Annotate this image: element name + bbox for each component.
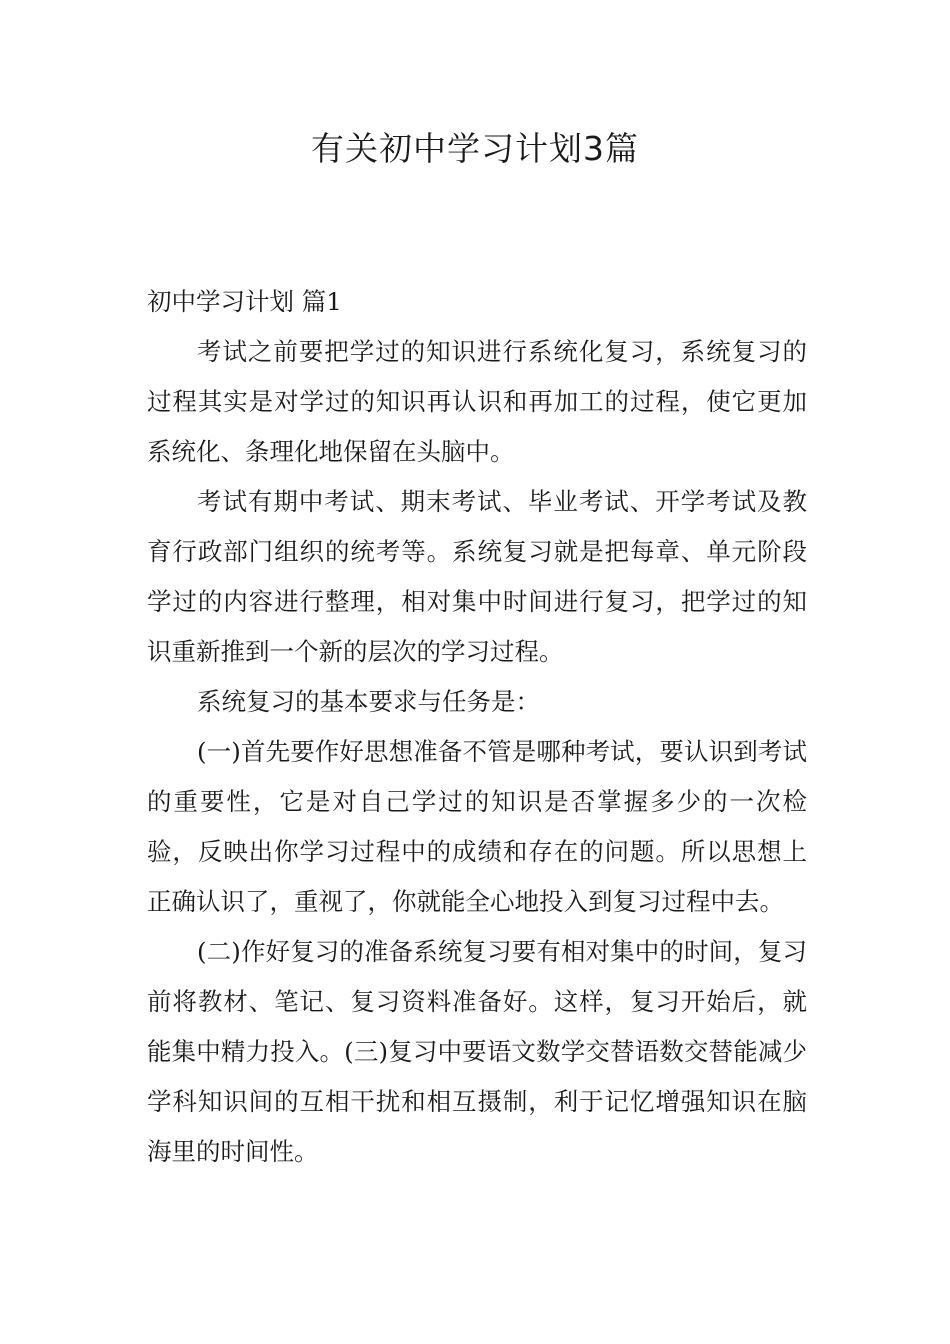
paragraph-2: 考试有期中考试、期末考试、毕业考试、开学考试及教育行政部门组织的统考等。系统复习就是把每章、单元阶段学过的内容进行整理，相对集中时间进行复习，把学过的知识重新推到一个新的层次的学习过程。 xyxy=(147,487,807,666)
paragraph-5: (二)作好复习的准备系统复习要有相对集中的时间，复习前将教材、笔记、复习资料准备好。这样，复习开始后，就能集中精力投入。(三)复习中要语文数学交替语数交替能减少学科知识间的互相干扰和相互摄制，利于记忆增强知识在脑海里的时间性。 xyxy=(147,937,807,1166)
paragraph-4: (一)首先要作好思想准备不管是哪种考试，要认识到考试的重要性，它是对自己学过的知识是否掌握多少的一次检验，反映出你学习过程中的成绩和存在的问题。所以思想上正确认识了，重视了，你就能全心地投入到复习过程中去。 xyxy=(147,737,807,916)
paragraph-3: 系统复习的基本要求与任务是： xyxy=(197,687,540,716)
document-title: 有关初中学习计划3篇 xyxy=(311,129,639,168)
document-body xyxy=(147,277,807,1177)
paragraph-1: 考试之前要把学过的知识进行系统化复习，系统复习的过程其实是对学过的知识再认识和再加工的过程，使它更加系统化、条理化地保留在头脑中。 xyxy=(147,337,807,466)
section-heading: 初中学习计划 篇1 xyxy=(147,287,342,316)
